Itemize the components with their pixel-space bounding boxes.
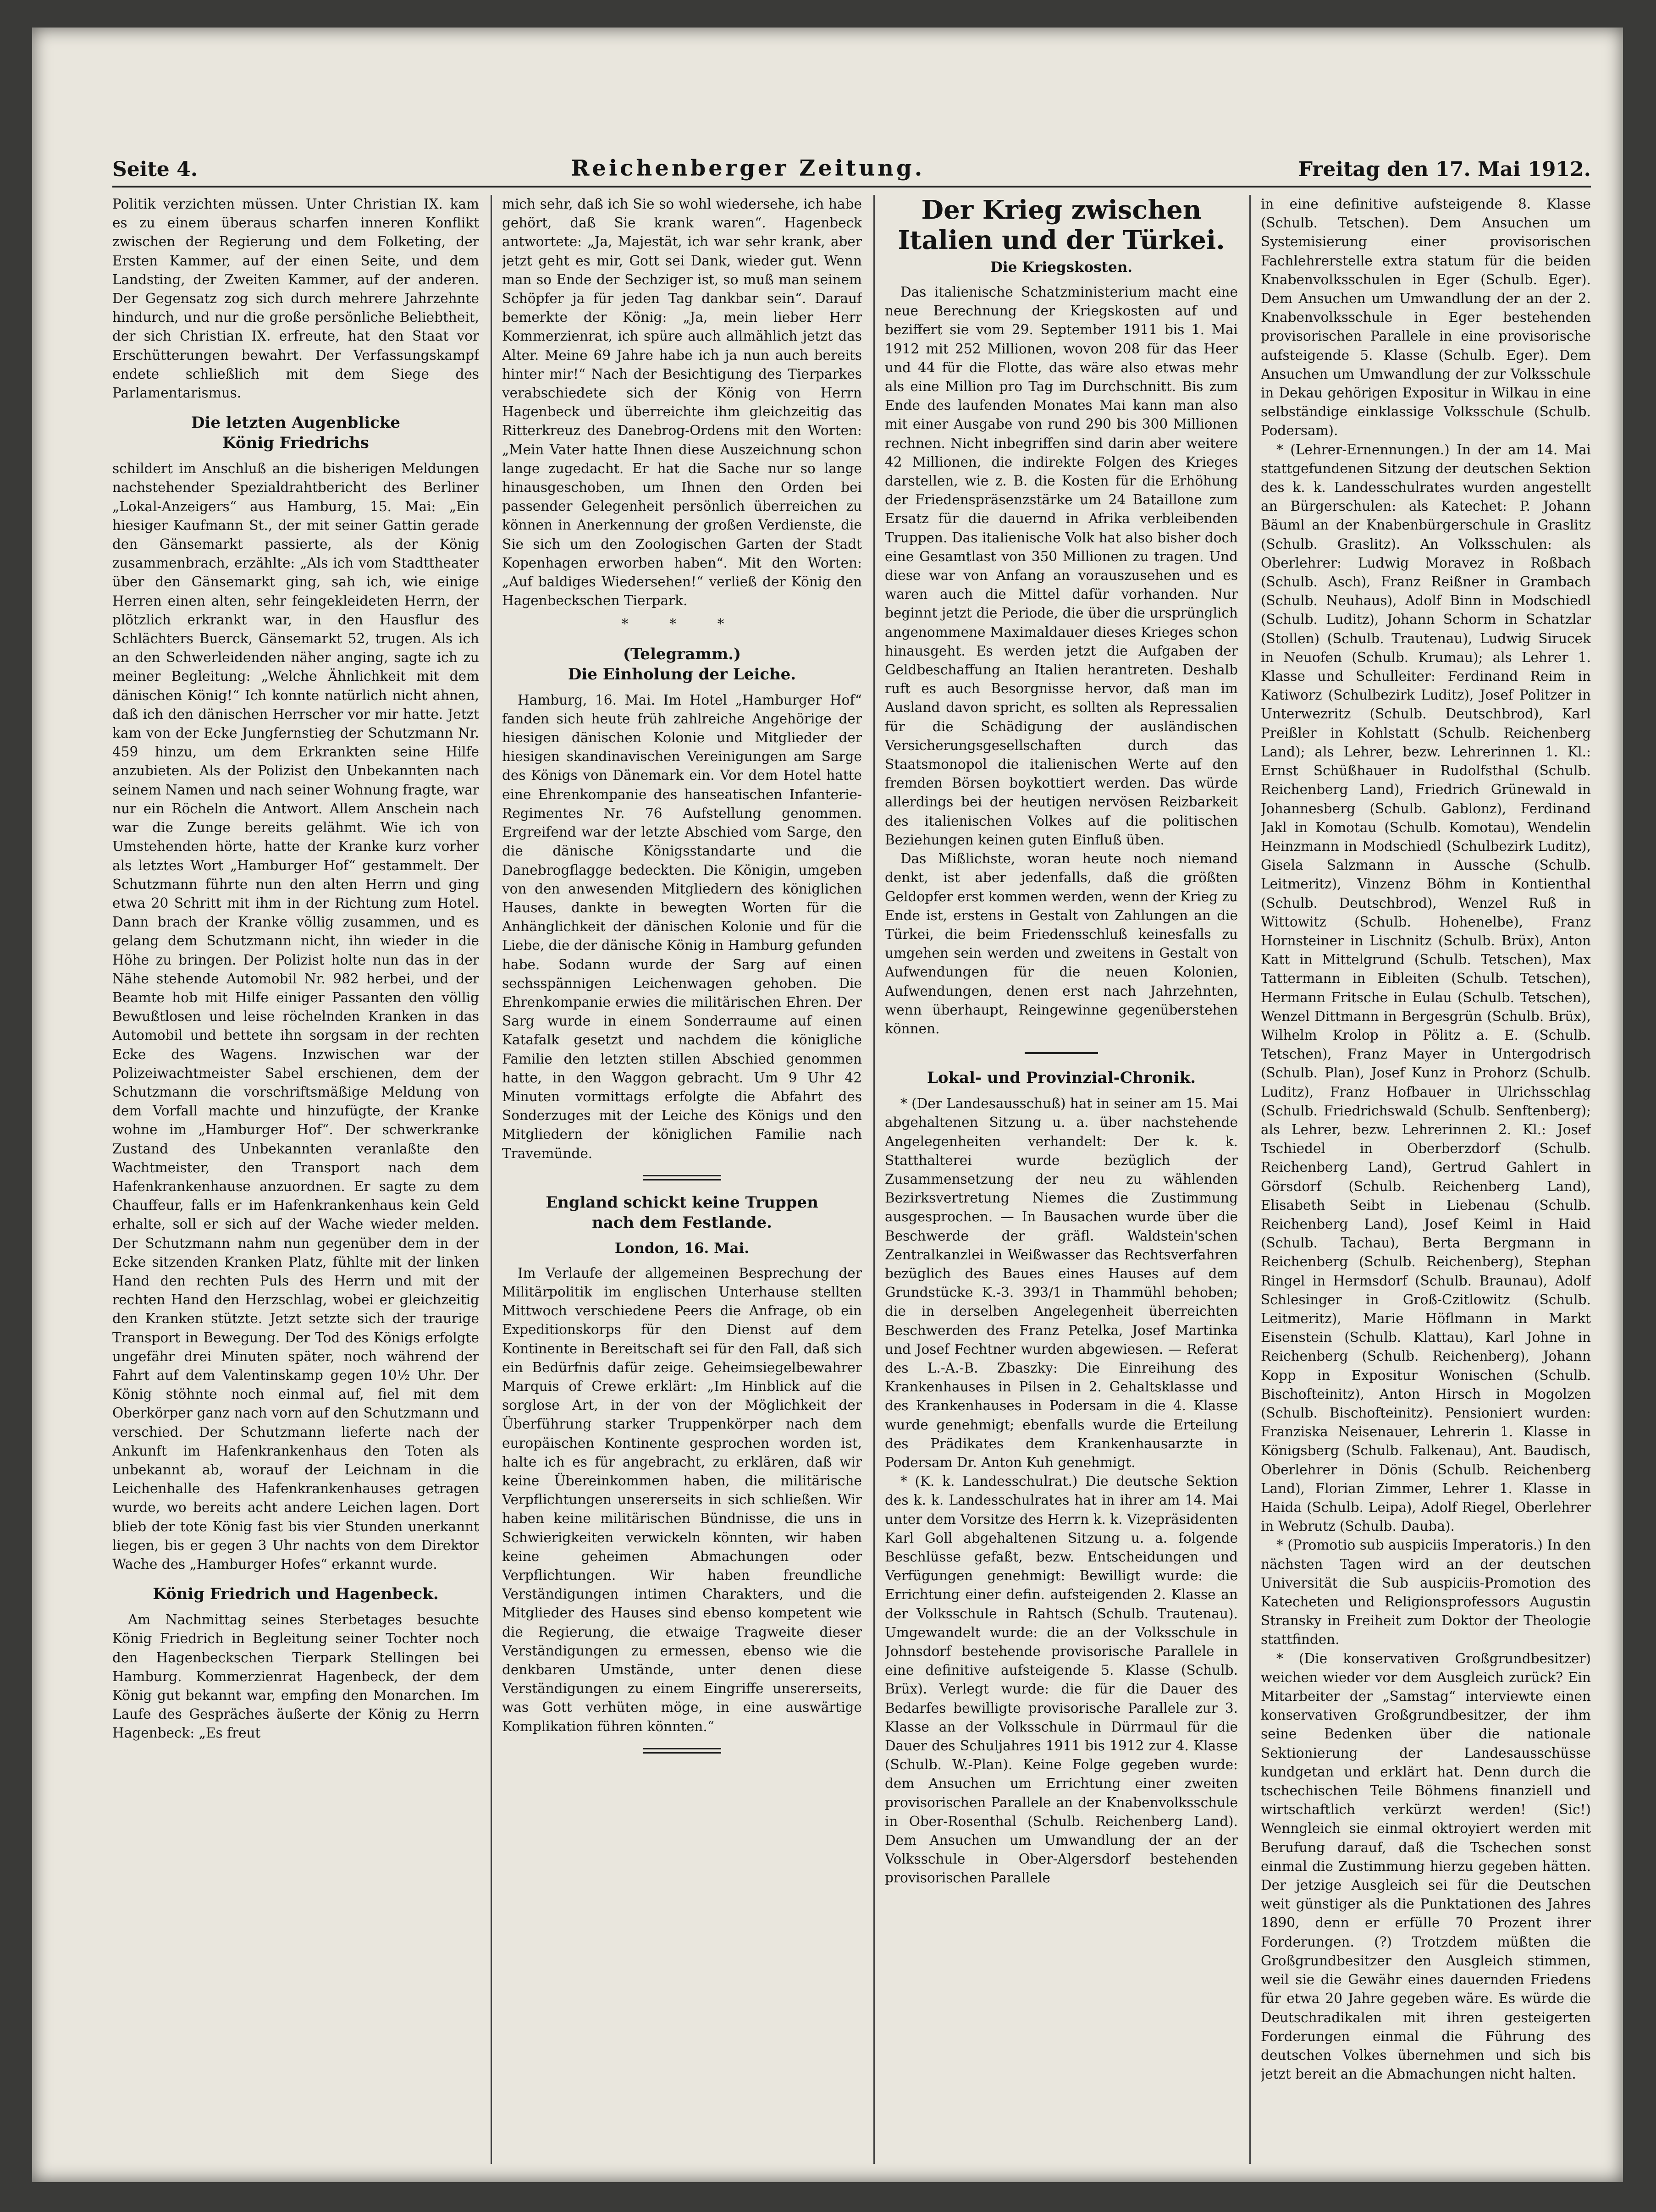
- column-divider: [491, 195, 492, 2164]
- page-header: [112, 140, 1591, 181]
- article-paragraph: schildert im Anschluß an die bisherigen Meldungen nachstehender Spezialdrahtbericht des Berliner „Lokal-Anzeigers“ aus Hamburg, 15. Mai: „Ein hiesiger Kaufmann St., der mit seiner Gattin gerade den Gänsemarkt passierte, als der König zusammenbrach, erzählte: „Als ich vom Stadttheater über den Gänsemarkt ging, sah ich, wie einige Herren einen alten, sehr feingekleideten Herrn, der plötzlich erkrankt war, in den Hausflur des Schlächters Buerck, Gänsemarkt 52, trugen. Als ich an den Schwerleidenden näher anging, sagte ich zu meiner Begleitung: „Welche Ähnlichkeit mit dem dänischen König!“ Ich konnte natürlich nicht ahnen, daß ich den dänischen Herrscher vor mir hatte. Jetzt kam von der Ecke Jungfernstieg der Schutzmann Nr. 459 hinzu, um dem Erkrankten seine Hilfe anzubieten. Als der Polizist den Unbekannten nach seinem Namen und nach seiner Wohnung fragte, war nur ein Röcheln die Antwort. Allem Anschein nach war die Zunge bereits gelähmt. Wie ich von Umstehenden hörte, hatte der Kranke kurz vorher als letztes Wort „Hamburger Hof“ gestammelt. Der Schutzmann führte nun den alten Herrn und ging etwa 20 Schritt mit ihm in der Richtung zum Hotel. Dann brach der Kranke völlig zusammen, und es gelang dem Schutzmann nicht, ihn wieder in die Höhe zu bringen. Der Polizist holte nun das in der Nähe stehende Automobil Nr. 982 herbei, und der Beamte hob mit Hilfe einiger Passanten den völlig Bewußtlosen und leise röchelnden Kranken in das Automobil und bettete ihn sorgsam in der rechten Ecke des Wagens. Inzwischen war der Polizeiwachtmeister Sabel erschienen, dem der Schutzmann die vorschriftsmäßige Meldung von dem Vorfall machte und hinzufügte, der Kranke wohne im „Hamburger Hof“. Der schwerkranke Zustand des Unbekannten veranlaßte den Wachtmeister, den Transport nach dem Hafenkrankenhause anzuordnen. Er sagte zu dem Chauffeur, falls er im Hafenkrankenhaus kein Geld erhalte, soll er sich auf der Wache wieder melden. Der Schutzmann nahm nun gegenüber dem in der Ecke sitzenden Kranken Platz, fühlte mit der linken Hand den rechten Puls des Herrn und mit der rechten Hand den Herzschlag, wobei er gleichzeitig den Kranken stützte. Jetzt setzte sich der traurige Transport in Bewegung. Der Tod des Königs erfolgte ungefähr drei Minuten später, noch während der Fahrt auf dem Valentinskamp gegen 10½ Uhr. Der König stöhnte noch einmal auf, fiel mit dem Oberkörper ganz nach vorn auf den Schutzmann und verschied. Der Schutzmann lieferte nach der Ankunft im Hafenkrankenhaus den Toten als unbekannt ab, worauf der Leichnam in die Leichenhalle des Hafenkrankenhauses getragen wurde, wo bereits acht andere Leichen lagen. Dort blieb der tote König fast bis vier Stunden unerkannt liegen, bis er gegen 3 Uhr nachts von dem Direktor Wache des „Hamburger Hofes“ erkannt wurde.: [112, 461, 479, 1572]
- column-divider: [873, 195, 875, 2164]
- article-paragraph: * (K. k. Landesschulrat.) Die deutsche Sektion des k. k. Landesschulrates hat in ihrer am 14. Mai unter dem Vorsitze des Herrn k. k. Vizepräsidenten Karl Goll abgehaltenen Sitzung u. a. folgende Beschlüsse gefaßt, bezw. Entscheidungen und Verfügungen genehmigt: Bewilligt wurde: die Errichtung einer defin. aufsteigenden 2. Klasse an der Volksschule in Rahtsch (Schulb. Trautenau). Umgewandelt wurde: die an der Volksschule in Johnsdorf bestehende provisorische Parallele in eine definitive aufsteigende 5. Klasse (Schulb. Brüx). Verlegt wurde: die für die Dauer des Bedarfes bewilligte provisorische Parallele zur 3. Klasse an der Volksschule in Dürrmaul für die Dauer des Schuljahres 1911 bis 1912 zur 4. Klasse (Schulb. W.-Plan). Keine Folge gegeben wurde: dem Ansuchen um Errichtung einer zweiten provisorischen Parallele an der Knabenvolksschule in Ober-Rosenthal (Schulb. Reichenberg Land). Dem Ansuchen um Umwandlung der an der Volksschule in Ober-Algersdorf bestehenden provisorischen Parallele: [885, 1473, 1238, 1886]
- column-2: [502, 195, 862, 2164]
- column-4: [1261, 195, 1591, 2164]
- heading-line: England schickt keine Truppen: [546, 1193, 818, 1212]
- article-paragraph: * (Die konservativen Großgrundbesitzer) weichen wieder vor dem Ausgleich zurück? Ein Mitarbeiter der „Samstag“ interviewte einen konservativen Großgrundbesitzer, der ihm seine Bedenken über die nationale Sektionierung der Landesausschüsse kundgetan und erklärt hat. Denn durch die tschechischen Teile Böhmens finanziell und wirtschaftlich verkürzt werden! (Sic!) Wenngleich sie einmal oktroyiert werden mit Berufung darauf, daß die Tschechen sonst einmal die Zustimmung hierzu gegeben hätten. Der jetzige Ausgleich sei für die Deutschen weit günstiger als die Punktationen des Jahres 1890, denn er erfülle 70 Prozent ihrer Forderungen. (?) Trotzdem müßten die Großgrundbesitzer den Ausgleich stimmen, weil sie die Gewähr eines dauernden Friedens für etwa 20 Jahre gegeben wäre. Es würde die Deutschradikalen mit ihren gesteigerten Forderungen einmal die Führung des deutschen Volkes übernehmen und sich bis jetzt bereit an die Abmachungen nicht halten.: [1261, 1650, 1591, 2082]
- article-paragraph: * (Der Landesausschuß) hat in seiner am 15. Mai abgehaltenen Sitzung u. a. über nachstehende Angelegenheiten verhandelt: Der k. k. Statthalterei wurde bezüglich der Zusammensetzung der neu zu wählenden Bezirksvertretung Niemes die Zustimmung ausgesprochen. — In Bausachen wurde über die Beschwerde der gräfl. Waldstein'schen Zentralkanzlei in Weißwasser das Rechtsverfahren bezüglich des Baues eines Hauses auf dem Grundstücke K.-3. 393/1 in Thammühl behoben; die in derselben Angelegenheit überreichten Beschwerden des Franz Petelka, Josef Martinka und Josef Fechtner wurden abgewiesen. — Referat des L.-A.-B. Zbaszky: Die Einreihung des Krankenhauses in Pilsen in 2. Gehaltsklasse und des Krankenhauses in Podersam in die 4. Klasse wurde genehmigt; ebenfalls wurde die Erteilung des Prädikates dem Krankenhausarzte in Podersam Dr. Anton Kuh genehmigt.: [885, 1096, 1238, 1470]
- heading-line: nach dem Festlande.: [592, 1213, 772, 1232]
- heading-line: König Friedrichs: [222, 434, 369, 452]
- section-separator: [643, 1175, 721, 1180]
- column-1: [112, 195, 479, 2164]
- article-heading: Lokal- und Provinzial-Chronik.: [927, 1069, 1196, 1087]
- section-separator: [643, 1748, 721, 1754]
- section-separator: * * *: [621, 616, 743, 633]
- article-heading: König Friedrich und Hagenbeck.: [153, 1585, 439, 1604]
- article-paragraph: Politik verzichten müssen. Unter Christian IX. kam es zu einem überaus scharfen inneren Konflikt zwischen der Regierung und dem Folketing, der Ersten Kammer, auf der einen Seite, und dem Landsting, der Zweiten Kammer, auf der anderen. Der Gegensatz zog sich durch mehrere Jahrzehnte hindurch, und nur die große persönliche Beliebtheit, der sich Christian IX. erfreute, hat den Staat vor Erschütterungen bewahrt. Der Verfassungskampf endete schließlich mit dem Siege des Parlamentarismus.: [112, 196, 479, 401]
- article-heading: [112, 413, 479, 453]
- article-paragraph: Das italienische Schatzministerium macht eine neue Berechnung der Kriegskosten auf und beziffert sie vom 29. September 1911 bis 1. Mai 1912 mit 252 Millionen, wovon 208 für das Heer und 44 für die Flotte, das wäre also etwas mehr als eine Million pro Tag im Durchschnitt. Bis zum Ende des laufenden Monates Mai kann man also mit einer Ausgabe von rund 290 bis 300 Millionen rechnen. Nicht inbegriffen sind darin aber weitere 42 Millionen, die indirekte Folgen des Krieges darstellen, wie z. B. die Kosten für die Erhöhung der Friedenspräsenzstärke um 24 Bataillone zum Ersatz für die dauernd in Afrika verbleibenden Truppen. Das italienische Volk hat also bisher doch eine Gesamtlast von 350 Millionen zu tragen. Und diese war von Anfang an vorauszusehen und es waren auch die Mittel dafür vorhanden. Nur beginnt jetzt die Periode, die über die ursprünglich angenommene Maximaldauer dieses Krieges schon hinausgeht. Es werden jetzt die Aufgaben der Geldbeschaffung an Italien herantreten. Deshalb ruft es auch Besorgnisse hervor, daß man im Ausland davon spricht, es sollten als Repressalien für die Schädigung der ausländischen Versicherungsgesellschaften durch das Staatsmonopol die italienischen Werte auf den fremden Börsen boykottiert werden. Das würde allerdings bei der heutigen nervösen Reizbarkeit des italienischen Volkes auf die politischen Beziehungen keinen guten Einfluß üben.: [885, 284, 1238, 848]
- heading-line: (Telegramm.): [623, 645, 741, 663]
- article-heading: [502, 644, 862, 684]
- article-paragraph: Am Nachmittag seines Sterbetages besuchte König Friedrich in Begleitung seiner Tochter noch den Hagenbeckschen Tierpark Stellingen bei Hamburg. Kommerzienrat Hagenbeck, der dem König gut bekannt war, empfing den Monarchen. Im Laufe des Gespräches äußerte der König zu Herrn Hagenbeck: „Es freut: [112, 1612, 479, 1741]
- article-paragraph: in eine definitive aufsteigende 8. Klasse (Schulb. Tetschen). Dem Ansuchen um Systemisierung einer provisorischen Fachlehrerstelle extra statum für die beiden Knabenvolksschulen in Eger (Schulb. Eger). Dem Ansuchen um Umwandlung der an der 2. Knabenvolksschule in Eger bestehenden provisorischen Parallele in eine provisorische aufsteigende 5. Klasse (Schulb. Eger). Dem Ansuchen um Umwandlung der zur Volksschule in Dekau gehörigen Expositur in Wilkau in eine selbständige einklassige Volksschule (Schulb. Podersam).: [1261, 196, 1591, 439]
- article-subheading: Die Kriegskosten.: [990, 259, 1133, 276]
- article-heading: [502, 1192, 862, 1233]
- newspaper-title: Reichenberger Zeitung.: [571, 155, 925, 181]
- dateline: London, 16. Mai.: [614, 1240, 750, 1257]
- article-paragraph: Das Mißlichste, woran heute noch niemand denkt, ist aber jedenfalls, daß die größten Geldopfer erst kommen werden, wenn der Krieg zu Ende ist, erstens in Gestalt von Zahlungen an die Türkei, die beim Friedensschluß keinesfalls zu umgehen sein werden und zweitens in Gestalt von Aufwendungen für die neuen Kolonien, Aufwendungen, denen erst nach Jahrzehnten, wenn überhaupt, Reingewinne gegenüberstehen können.: [885, 851, 1238, 1037]
- heading-line: Die Einholung der Leiche.: [568, 665, 796, 684]
- column-3: [885, 195, 1238, 2164]
- heading-line: Der Krieg zwischen: [921, 195, 1202, 225]
- issue-date: Freitag den 17. Mai 1912.: [1298, 158, 1591, 181]
- newspaper-page: [32, 28, 1623, 2182]
- heading-line: Die letzten Augenblicke: [191, 414, 401, 432]
- column-divider: [1249, 195, 1251, 2164]
- section-separator: [1025, 1052, 1098, 1054]
- article-paragraph: Im Verlaufe der allgemeinen Besprechung der Militärpolitik im englischen Unterhause stellten Mittwoch verschiedene Peers die Anfrage, ob ein Expeditionskorps für den Dienst auf dem Kontinente in Bereitschaft sei für den Fall, daß sich ein Bedürfnis dafür zeige. Geheimsiegelbewahrer Marquis of Crewe erklärt: „Im Hinblick auf die sorglose Art, in der von der Möglichkeit der Überführung starker Truppenkörper nach dem europäischen Kontinente gesprochen worden ist, halte ich es für angebracht, zu erklären, daß wir keine Übereinkommen haben, die militärische Verpflichtungen unsererseits in sich schließen. Wir haben keine militärischen Bündnisse, die uns in Schwierigkeiten verwickeln könnten, wir haben keine geheimen Abmachungen oder Verpflichtungen. Wir haben freundliche Verständigungen intimen Charakters, und die Mitglieder des Hauses sind ebenso kompetent wie die Regierung, die etwaige Tragweite dieser Verständigungen zu ermessen, ebenso wie die denkbaren Umstände, unter denen diese Verständigungen zu einem Eingriffe unsererseits, was Gott verhüten möge, in eine auswärtige Komplikation führen könnten.“: [502, 1265, 862, 1734]
- header-rule: [112, 186, 1591, 188]
- article-paragraph: * (Promotio sub auspiciis Imperatoris.) In den nächsten Tagen wird an der deutschen Universität die Sub auspiciis-Promotion des Katecheten und Religionsprofessors Augustin Stransky in Freiheit zum Doktor der Theologie stattfinden.: [1261, 1537, 1591, 1648]
- heading-line: Italien und der Türkei.: [898, 225, 1225, 255]
- article-heading: [885, 195, 1238, 255]
- page-number: Seite 4.: [112, 158, 198, 181]
- article-paragraph: * (Lehrer-Ernennungen.) In der am 14. Mai stattgefundenen Sitzung der deutschen Sektion des k. k. Landesschulrates wurden angestellt an Bürgerschulen: als Katechet: P. Johann Bäuml an der Knabenbürgerschule in Graslitz (Schulb. Graslitz). An Volksschulen: als Oberlehrer: Ludwig Moravez in Roßbach (Schulb. Asch), Franz Reißner in Grambach (Schulb. Neuhaus), Adolf Binn in Modschiedl (Schulb. Luditz), Johann Schorm in Schatzlar (Stollen) (Schulb. Trautenau), Ludwig Sirucek in Neuofen (Schulb. Krumau); als Lehrer 1. Klasse und Schulleiter: Ferdinand Reim in Katiworz (Schulbezirk Luditz), Josef Politzer in Unterwezritz (Schulb. Deutschbrod), Karl Preißler in Kohlstatt (Schulb. Reichenberg Land); als Lehrer, bezw. Lehrerinnen 1. Kl.: Ernst Schüßhauer in Rudolfsthal (Schulb. Reichenberg Land), Friedrich Grünewald in Johannesberg (Schulb. Gablonz), Ferdinand Jakl in Komotau (Schulb. Komotau), Wendelin Heinzmann in Modschiedl (Schulbezirk Luditz), Gisela Salzmann in Aussche (Schulb. Leitmeritz), Vinzenz Böhm in Kontienthal (Schulb. Deutschbrod), Wenzel Ruß in Wittowitz (Schulb. Hohenelbe), Franz Hornsteiner in Lischnitz (Schulb. Brüx), Anton Katt in Mittelgrund (Schulb. Tetschen), Max Tattermann in Eibleiten (Schulb. Tetschen), Hermann Fritsche in Eulau (Schulb. Tetschen), Wenzel Dittmann in Bergesgrün (Schulb. Brüx), Wilhelm Krolop in Pölitz a. E. (Schulb. Tetschen), Franz Mayer in Untergodrisch (Schulb. Plan), Josef Kunz in Prohorz (Schulb. Luditz), Franz Hofbauer in Ulrichsschlag (Schulb. Friedrichswald (Schulb. Senftenberg); als Lehrer, bezw. Lehrerinnen 2. Kl.: Josef Tschiedel in Oberberzdorf (Schulb. Reichenberg Land), Gertrud Gahlert in Görsdorf (Schulb. Reichenberg Land), Elisabeth Seibt in Liebenau (Schulb. Reichenberg Land), Josef Keiml in Haid (Schulb. Tachau), Berta Bergmann in Reichenberg (Schulb. Reichenberg), Stephan Ringel in Hermsdorf (Schulb. Braunau), Adolf Schlesinger in Groß-Czitlowitz (Schulb. Leitmeritz), Marie Höflmann in Markt Eisenstein (Schulb. Klattau), Karl Johne in Reichenberg (Schulb. Reichenberg), Johann Kopp in Expositur Wonischen (Schulb. Bischofteinitz), Anton Hirsch in Mogolzen (Schulb. Bischofteinitz). Pensioniert wurden: Franziska Neisenauer, Lehrerin 1. Klasse in Königsberg (Schulb. Falkenau), Ant. Baudisch, Oberlehrer in Dönis (Schulb. Reichenberg Land), Florian Zimmer, Lehrer 1. Klasse in Haida (Schulb. Leipa), Adolf Riegel, Oberlehrer in Webrutz (Schulb. Dauba).: [1261, 441, 1591, 1534]
- article-paragraph: Hamburg, 16. Mai. Im Hotel „Hamburger Hof“ fanden sich heute früh zahlreiche Angehörige der hiesigen dänischen Kolonie und Mitglieder der hiesigen skandinavischen Vereinigungen am Sarge des Königs von Dänemark ein. Vor dem Hotel hatte eine Ehrenkompanie des hanseatischen Infanterie-Regimentes Nr. 76 Aufstellung genommen. Ergreifend war der letzte Abschied vom Sarge, den die dänische Königsstandarte und die Danebrogflagge bedeckten. Die Königin, umgeben von den anwesenden Mitgliedern des königlichen Hauses, dankte in bewegten Worten für die Anhänglichkeit der dänischen Kolonie und für die Liebe, die der dänische König in Hamburg gefunden habe. Sodann wurde der Sarg auf einen sechsspännigen Leichenwagen gehoben. Die Ehrenkompanie erwies die militärischen Ehren. Der Sarg wurde in einem Sonderraume auf einen Katafalk gesetzt und nachdem die königliche Familie den letzten stillen Abschied genommen hatte, in den Waggon gebracht. Um 9 Uhr 42 Minuten vormittags erfolgte die Abfahrt des Sonderzuges mit der Leiche des Königs und den Mitgliedern der königlichen Familie nach Travemünde.: [502, 692, 862, 1161]
- article-paragraph: mich sehr, daß ich Sie so wohl wiedersehe, ich habe gehört, daß Sie krank waren“. Hagenbeck antwortete: „Ja, Majestät, ich war sehr krank, aber jetzt geht es mir, Gott sei Dank, wieder gut. Wenn man so Ende der Sechziger ist, so muß man seinem Schöpfer ja für jeden Tag dankbar sein“. Darauf bemerkte der König: „Ja, mein lieber Herr Kommerzienrat, ich spüre auch allmählich jetzt das Alter. Meine 69 Jahre habe ich ja nun auch bereits hinter mir!“ Nach der Besichtigung des Tierparkes verabschiedete sich der König von Herrn Hagenbeck und überreichte ihm gleichzeitig das Ritterkreuz des Danebrog-Ordens mit den Worten: „Mein Vater hatte Ihnen diese Auszeichnung schon lange zugedacht. Er hat die Sache nur so lange hinausgeschoben, um Ihnen den Orden bei passender Gelegenheit persönlich überreichen zu können in Anerkennung der großen Verdienste, die Sie sich um den Zoologischen Garten der Stadt Kopenhagen erworben haben“. Mit den Worten: „Auf baldiges Wiedersehen!“ verließ der König den Hagenbeckschen Tierpark.: [502, 196, 862, 609]
